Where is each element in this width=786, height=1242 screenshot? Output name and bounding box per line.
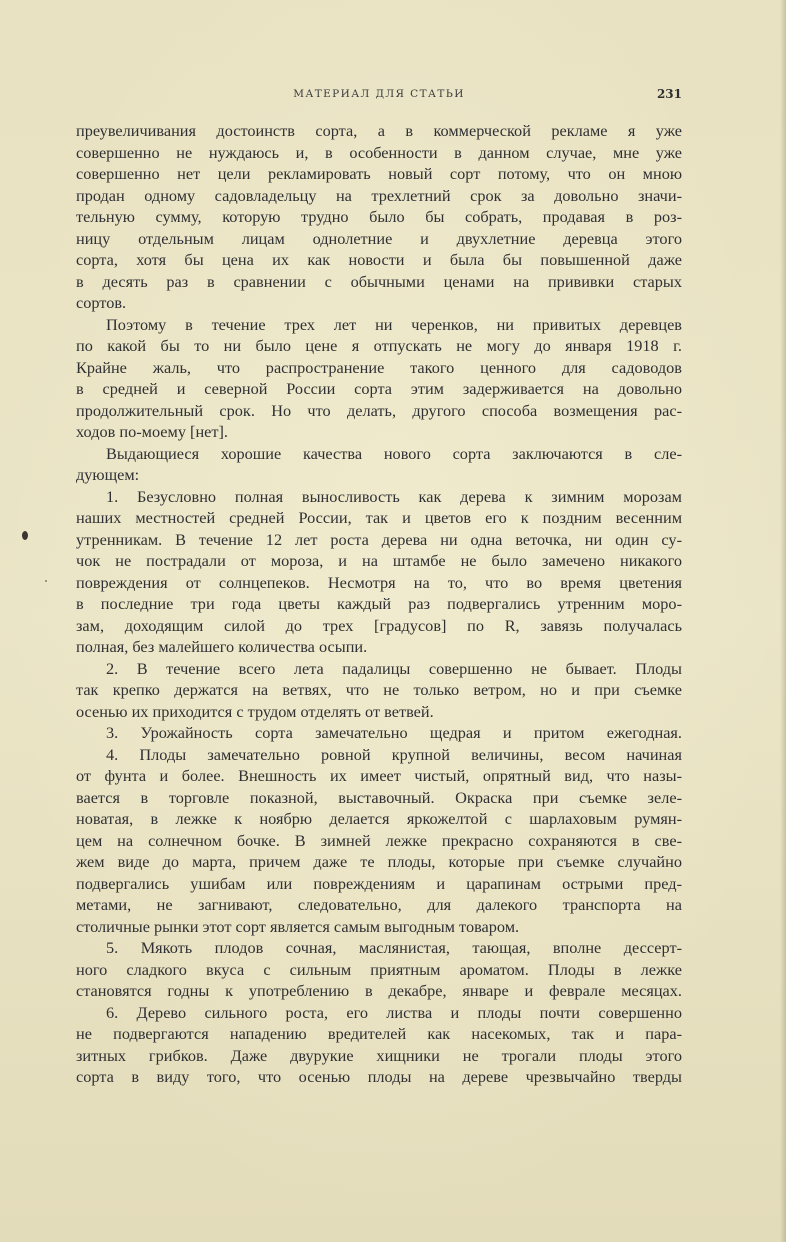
text-line: жем виде до марта, причем даже те плоды, которые при съемке случайно — [76, 852, 682, 871]
text-line: по какой бы то ни было цене я отпускать не могу до января 1918 г. — [76, 336, 682, 355]
ink-blot — [22, 531, 28, 540]
text-line: совершенно нет цели рекламировать новый сорт потому, что он мною — [76, 164, 682, 183]
text-line: наших местностей средней России, так и цветов его к поздним весенним — [76, 508, 682, 527]
page-number: 231 — [656, 87, 682, 101]
text-line: Поэтому в течение трех лет ни черенков, ни привитых деревцев — [106, 314, 682, 334]
text-line: 3. Урожайность сорта замечательно щедрая и притом ежегодная. — [106, 723, 682, 742]
text-line: ходов по-моему [нет]. — [76, 422, 229, 441]
text-line: в десять раз в сравнении с обычными ценами на прививки старых — [76, 271, 682, 291]
text-line: не подвергаются нападению вредителей как насекомых, так и пара- — [76, 1024, 682, 1043]
text-line: полная, без малейшего количества осыпи. — [76, 637, 368, 656]
text-line: продолжительный срок. Но что делать, другого способа возмещения рас- — [76, 400, 682, 420]
text-line: метами, не загнивают, следовательно, для далекого транспорта на — [76, 895, 682, 914]
text-line: в средней и северной России сорта этим задерживается на довольно — [76, 379, 682, 398]
text-line: вается в торговле показной, выставочный. Окраска при съемке зеле- — [76, 787, 682, 807]
text-line: 1. Безусловно полная выносливость как дерева к зимним морозам — [106, 486, 682, 506]
text-line: 5. Мякоть плодов сочная, маслянистая, тающая, вполне дессерт- — [106, 938, 682, 957]
text-line: Крайне жаль, что распространение такого ценного для садоводов — [76, 357, 682, 377]
text-line: продан одному садовладельцу на трехлетний срок за довольно значи- — [76, 185, 682, 205]
text-line: утренникам. В течение 12 лет роста дерева ни одна веточка, ни один су- — [76, 529, 682, 549]
text-line: совершенно не нуждаюсь и, в особенности в данном случае, мне уже — [76, 142, 682, 162]
text-line: чок не пострадали от мороза, и на штамбе не было замечено никакого — [76, 551, 682, 570]
running-title: МАТЕРИАЛ ДЛЯ СТАТЬИ — [293, 88, 465, 100]
text-line: ного сладкого вкуса с сильным приятным ароматом. Плоды в лежке — [76, 959, 682, 979]
text-line: ницу отдельным лицам однолетние и двухлетние деревца этого — [76, 228, 682, 248]
text-line: в последние три года цветы каждый раз подвергались утренним моро- — [76, 594, 682, 613]
text-line: повреждения от солнцепеков. Несмотря на то, что во время цветения — [76, 572, 682, 592]
text-line: подвергались ушибам или повреждениям и царапинам острыми пред- — [76, 873, 682, 893]
text-line: сорта, хотя бы цена их как новости и была бы повышенной даже — [76, 250, 682, 269]
text-line: Выдающиеся хорошие качества нового сорта заключаются в сле- — [106, 443, 682, 463]
text-line: 4. Плоды замечательно ровной крупной величины, весом начиная — [106, 744, 682, 764]
text-line: становятся годны к употреблению в декабре, январе и феврале месяцах. — [76, 981, 682, 1000]
text-line: цем на солнечном бочке. В зимней лежке прекрасно сохраняются в све- — [76, 830, 682, 850]
text-line: сортов. — [76, 293, 127, 312]
text-line: от фунта и более. Внешность их имеет чистый, опрятный вид, что назы- — [76, 766, 682, 785]
text-line: тельную сумму, которую трудно было бы собрать, продавая в роз- — [76, 207, 682, 226]
text-line: преувеличивания достоинств сорта, а в коммерческой рекламе я уже — [76, 121, 682, 140]
page-header — [76, 88, 682, 106]
text-line: зам, доходящим силой до трех [градусов] по R, завязь получалась — [76, 615, 682, 635]
text-line: новатая, в лежке к ноябрю делается яркожелтой с шарлаховым румян- — [76, 809, 682, 828]
text-line: столичные рынки этот сорт является самым выгодным товаром. — [76, 916, 520, 936]
text-line: сорта в виду того, что осенью плоды на дереве чрезвычайно тверды — [76, 1067, 682, 1086]
text-line: дующем: — [76, 465, 140, 484]
text-line: 6. Дерево сильного роста, его листва и плоды почти совершенно — [106, 1002, 682, 1022]
text-line: так крепко держатся на ветвях, что не только ветром, но и при съемке — [76, 680, 682, 699]
text-line: осенью их приходится с трудом отделять от ветвей. — [76, 701, 434, 721]
page-edge-shadow — [780, 0, 786, 1242]
text-line: 2. В течение всего лета падалицы совершенно не бывает. Плоды — [106, 658, 682, 678]
text-line: зитных грибков. Даже двурукие хищники не трогали плоды этого — [76, 1045, 682, 1065]
ink-speck — [45, 580, 47, 582]
body-text — [76, 120, 682, 1088]
